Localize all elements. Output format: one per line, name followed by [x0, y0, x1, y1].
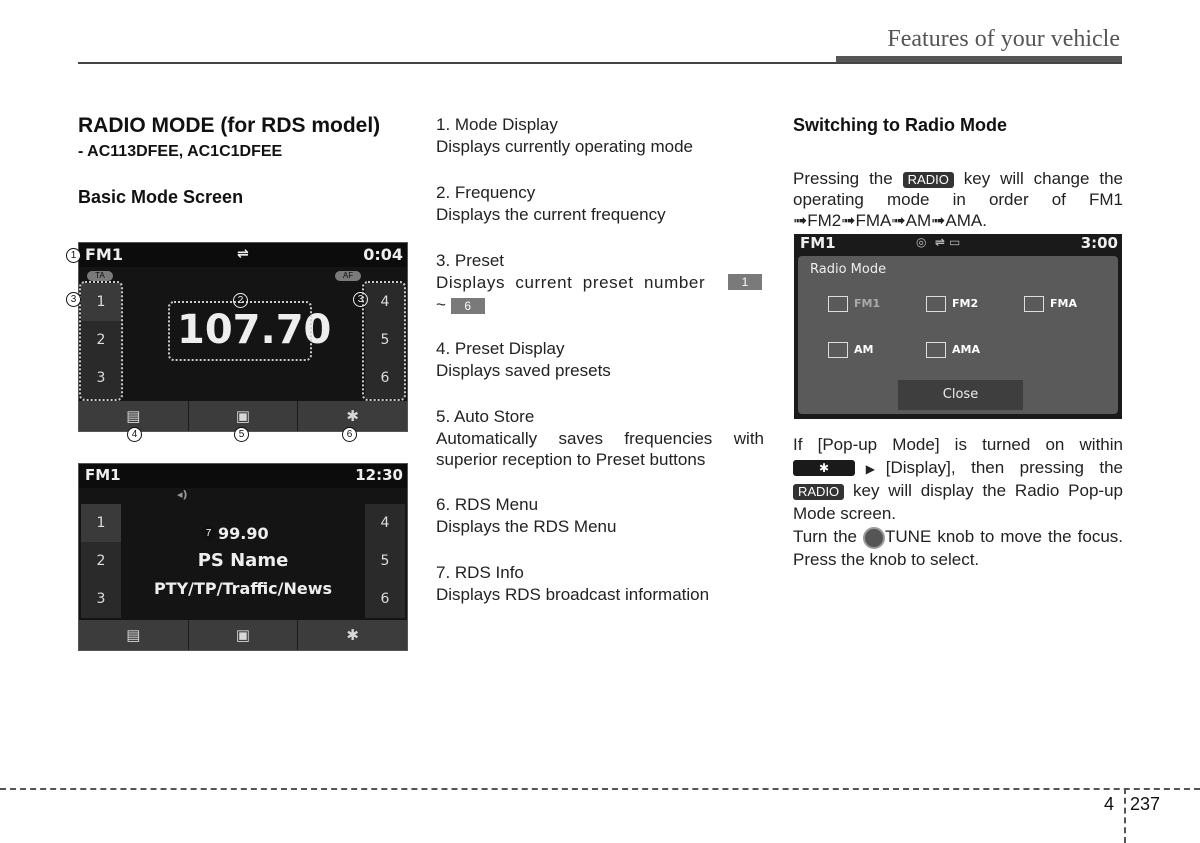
- mode-button-fm2[interactable]: [926, 296, 978, 312]
- preset-button[interactable]: 6: [380, 370, 390, 386]
- radio-save-icon: ▤: [126, 408, 141, 425]
- legend-title: 7. RDS Info: [436, 563, 524, 582]
- preset-button[interactable]: 1: [81, 504, 121, 542]
- rds-menu-button[interactable]: [189, 620, 299, 650]
- frequency-highlight: [168, 301, 312, 361]
- tilde: ~: [436, 295, 446, 314]
- frequency-display: 107.70: [177, 307, 332, 353]
- radio-icon: [1024, 296, 1044, 312]
- mode-button-fm1[interactable]: [828, 296, 880, 312]
- mode-label: FM1: [854, 297, 881, 310]
- preset-button[interactable]: 4: [380, 294, 390, 310]
- preset-range: [436, 294, 485, 316]
- switching-heading: Switching to Radio Mode: [793, 115, 1007, 135]
- preset-button[interactable]: 6: [380, 591, 390, 607]
- callout-4: 4: [127, 427, 142, 442]
- para-text: key will change the operating mode in order of FM1 ➟FM2➟FMA➟AM➟AMA.: [793, 169, 1123, 230]
- preset-desc-text: Displays current preset number: [436, 273, 706, 292]
- mode-label: AM: [854, 343, 874, 356]
- radio-icon: [828, 342, 848, 358]
- legend-desc: Displays saved presets: [436, 361, 611, 380]
- radio-icon: [926, 296, 946, 312]
- legend-title: 6. RDS Menu: [436, 495, 539, 514]
- para-text: If [Pop-up Mode] is turned on within: [793, 435, 1123, 454]
- footer-divider: [1124, 788, 1126, 843]
- callout-5: 5: [234, 427, 249, 442]
- usb-icon: ⇌: [237, 246, 249, 262]
- arrow-icon: ▶: [855, 461, 886, 476]
- auto-store-button[interactable]: [79, 620, 189, 650]
- para-text: Pressing the: [793, 169, 893, 188]
- preset-key-1: 1: [728, 274, 762, 290]
- radio-key: RADIO: [793, 484, 844, 500]
- legend-desc: Displays the current frequency: [436, 205, 666, 224]
- legend-title: 3. Preset: [436, 251, 505, 270]
- page-number: 237: [1130, 794, 1161, 814]
- legend-desc: [436, 272, 764, 294]
- callout-3-left: 3: [66, 292, 81, 307]
- radio-icon: [828, 296, 848, 312]
- af-indicator: AF: [335, 271, 361, 281]
- mode-button-am[interactable]: [828, 342, 873, 358]
- settings-button[interactable]: [298, 401, 407, 431]
- legend-list: [436, 114, 764, 614]
- clock: 0:04: [363, 245, 403, 264]
- preset-button[interactable]: 3: [96, 591, 106, 607]
- popup-panel: [798, 256, 1118, 414]
- footer-rule: [0, 788, 1200, 790]
- callout-1: 1: [66, 248, 81, 263]
- legend-title: 5. Auto Store: [436, 407, 535, 426]
- radio-mode-popup-screen: [794, 234, 1122, 419]
- mode-display: FM1: [800, 234, 836, 252]
- status-icons: ◎ ⇌ ▭: [916, 235, 961, 249]
- legend-title: 4. Preset Display: [436, 339, 565, 358]
- preset-key-6: 6: [451, 298, 485, 314]
- legend-title: 1. Mode Display: [436, 115, 558, 134]
- radio-scan-icon: ▣: [235, 408, 251, 425]
- radio-icon: [926, 342, 946, 358]
- settings-button[interactable]: [298, 620, 407, 650]
- para-text: [Display], then pressing the: [885, 457, 1123, 477]
- speaker-icon: ◂): [177, 488, 188, 501]
- clock: 12:30: [355, 466, 403, 484]
- popup-title: Radio Mode: [810, 262, 887, 277]
- right-preset-highlight: [362, 281, 406, 401]
- callout-2: 2: [233, 293, 248, 308]
- basic-mode-heading: Basic Mode Screen: [78, 187, 244, 207]
- close-button[interactable]: Close: [898, 380, 1023, 410]
- tune-knob-icon: [863, 527, 885, 549]
- chapter-number: 4: [1104, 794, 1115, 814]
- legend-desc: Automatically saves frequencies with superior reception to Preset buttons: [436, 429, 764, 469]
- mode-button-ama[interactable]: [926, 342, 980, 358]
- popup-paragraph: [793, 434, 1123, 525]
- para-text: key will display the Radio Pop-up Mode screen.: [793, 481, 1123, 523]
- header-rule: [78, 62, 1122, 64]
- preset-button[interactable]: 4: [380, 515, 390, 531]
- model-codes: - AC113DFEE, AC1C1DFEE: [78, 143, 283, 160]
- running-header: Features of your vehicle: [887, 26, 1120, 52]
- basic-mode-screen: [78, 242, 408, 432]
- gear-icon: ✱: [346, 408, 359, 425]
- preset-button[interactable]: 5: [380, 332, 390, 348]
- radio-scan-icon: ▣: [235, 627, 251, 644]
- mode-display: FM1: [85, 245, 123, 264]
- screen-bottom-bar: [79, 620, 407, 650]
- callout-6: 6: [342, 427, 357, 442]
- left-preset-highlight: [79, 281, 123, 401]
- preset-button[interactable]: 2: [96, 332, 106, 348]
- legend-title: 2. Frequency: [436, 183, 536, 202]
- para-text: Turn the: [793, 527, 857, 546]
- mode-label: FM2: [952, 297, 979, 310]
- preset-button[interactable]: 3: [96, 370, 106, 386]
- section-title: RADIO MODE (for RDS model): [78, 114, 381, 137]
- radio-key-paragraph: [793, 168, 1123, 231]
- settings-key: ✱: [793, 460, 855, 476]
- preset-button[interactable]: 2: [96, 553, 106, 569]
- preset-button[interactable]: 5: [380, 553, 390, 569]
- callout-7: 7: [201, 526, 216, 541]
- radio-key: RADIO: [903, 172, 954, 188]
- mode-label: AMA: [952, 343, 980, 356]
- gear-icon: ✱: [346, 627, 359, 644]
- legend-desc: Displays the RDS Menu: [436, 517, 617, 536]
- mode-label: FMA: [1050, 297, 1077, 310]
- mode-display: FM1: [85, 466, 121, 484]
- preset-button[interactable]: 1: [81, 283, 121, 321]
- callout-3-right: 3: [353, 292, 368, 307]
- rds-mode-screen: [78, 463, 408, 651]
- mode-button-fma[interactable]: [1024, 296, 1077, 312]
- legend-desc: Displays RDS broadcast information: [436, 585, 710, 604]
- para-text: TUNE knob to move the focus. Press the knob to select.: [793, 527, 1123, 569]
- clock: 3:00: [1080, 234, 1118, 252]
- legend-desc: Displays currently operating mode: [436, 137, 694, 156]
- tune-paragraph: [793, 526, 1123, 571]
- radio-save-icon: ▤: [126, 627, 141, 644]
- ta-indicator: TA: [87, 271, 113, 281]
- rds-frequency: 99.90: [218, 524, 269, 543]
- ps-name: PS Name: [197, 550, 289, 571]
- pty-info: PTY/TP/Traffic/News: [153, 579, 333, 598]
